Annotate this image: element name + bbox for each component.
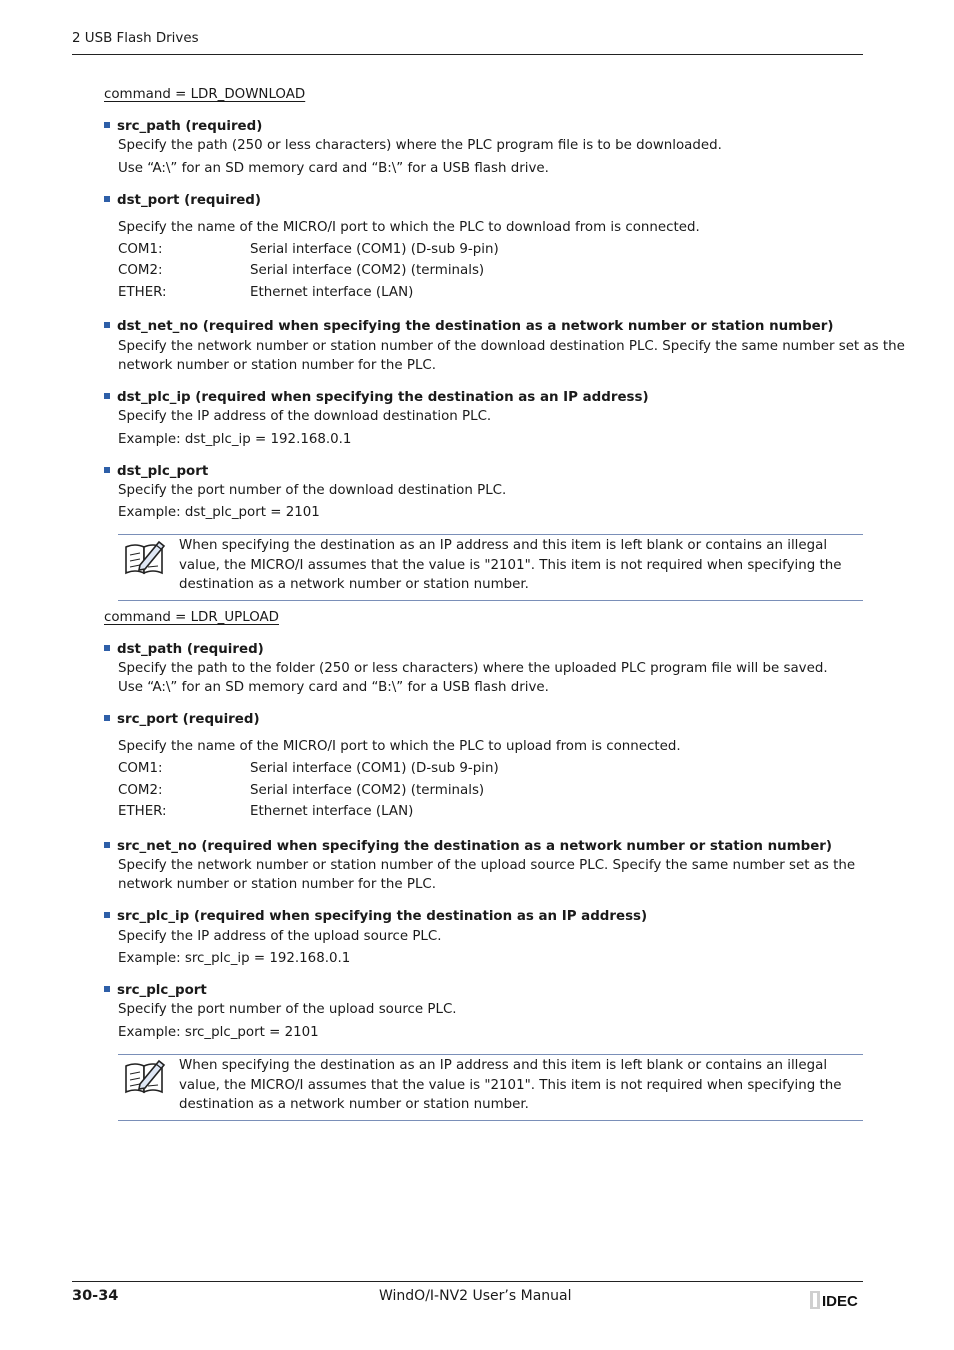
port-option-value: Serial interface (COM1) (D-sub 9-pin) (250, 242, 499, 257)
param-example: Example: dst_plc_port = 2101 (118, 505, 320, 520)
port-option-name: ETHER: (118, 285, 167, 300)
param-heading-dst-port: dst_port (required) (104, 193, 261, 208)
command-upload-heading: command = LDR_UPLOAD (104, 610, 279, 625)
square-bullet-icon (104, 715, 110, 721)
param-text: Specify the IP address of the upload source PLC. (118, 929, 442, 944)
param-heading-src-plc-ip: src_plc_ip (required when specifying the destination as an IP address) (104, 909, 647, 924)
param-heading-dst-net-no: dst_net_no (required when specifying the destination as a network number or station number) (104, 319, 833, 334)
page-number: 30-34 (72, 1288, 119, 1304)
square-bullet-icon (104, 645, 110, 651)
param-text: Specify the IP address of the download destination PLC. (118, 409, 492, 424)
idec-logo (810, 1291, 863, 1309)
header-rule (72, 54, 863, 55)
square-bullet-icon (104, 322, 110, 328)
note-bottom-rule (118, 600, 863, 601)
param-heading-src-path: src_path (required) (104, 119, 262, 134)
square-bullet-icon (104, 467, 110, 473)
square-bullet-icon (104, 912, 110, 918)
running-header: 2 USB Flash Drives (72, 31, 199, 46)
param-heading-dst-plc-port: dst_plc_port (104, 464, 208, 479)
footer-rule (72, 1281, 863, 1282)
note-bottom-rule (118, 1120, 863, 1121)
port-option-value: Serial interface (COM2) (terminals) (250, 783, 485, 798)
square-bullet-icon (104, 393, 110, 399)
port-option-value: Serial interface (COM1) (D-sub 9-pin) (250, 761, 499, 776)
param-text: network number or station number for the PLC. (118, 358, 437, 373)
param-heading-src-net-no: src_net_no (required when specifying the destination as a network number or station number) (104, 839, 832, 854)
param-heading-dst-plc-ip: dst_plc_ip (required when specifying the destination as an IP address) (104, 390, 649, 405)
param-example: Example: src_plc_ip = 192.168.0.1 (118, 951, 351, 966)
pencil-notebook-icon (124, 539, 166, 575)
square-bullet-icon (104, 196, 110, 202)
command-download-heading: command = LDR_DOWNLOAD (104, 87, 306, 102)
param-example: Example: dst_plc_ip = 192.168.0.1 (118, 432, 352, 447)
note-text: When specifying the destination as an IP address and this item is left blank or contains an illegal value, the MICRO/I assumes that the value is "2101". This item is not required when specifying the destination as a network number or station number. (179, 1058, 842, 1112)
port-option-name: COM2: (118, 783, 163, 798)
param-heading-src-port: src_port (required) (104, 712, 260, 727)
param-text: Specify the name of the MICRO/I port to which the PLC to upload from is connected. (118, 739, 681, 754)
port-option-name: ETHER: (118, 804, 167, 819)
port-option-name: COM2: (118, 263, 163, 278)
param-text: Use “A:\” for an SD memory card and “B:\” for a USB flash drive. (118, 161, 549, 176)
square-bullet-icon (104, 986, 110, 992)
param-text: Specify the path (250 or less characters) where the PLC program file is to be downloaded. (118, 138, 722, 153)
port-option-value: Ethernet interface (LAN) (250, 804, 414, 819)
param-text: Specify the path to the folder (250 or less characters) where the uploaded PLC program file will be saved. (118, 661, 828, 676)
manual-title: WindO/I-NV2 User’s Manual (379, 1288, 572, 1304)
param-text: Specify the port number of the upload source PLC. (118, 1002, 457, 1017)
pencil-notebook-icon (124, 1058, 166, 1094)
param-text: Specify the name of the MICRO/I port to which the PLC to download from is connected. (118, 220, 700, 235)
port-option-name: COM1: (118, 242, 163, 257)
square-bullet-icon (104, 122, 110, 128)
port-option-value: Ethernet interface (LAN) (250, 285, 414, 300)
note-text: When specifying the destination as an IP address and this item is left blank or contains an illegal value, the MICRO/I assumes that the value is "2101". This item is not required when specifying the destination as a network number or station number. (179, 538, 842, 592)
param-example: Example: src_plc_port = 2101 (118, 1025, 319, 1040)
param-text: Specify the port number of the download destination PLC. (118, 483, 507, 498)
note-top-rule (118, 1054, 863, 1055)
param-text: Use “A:\” for an SD memory card and “B:\” for a USB flash drive. (118, 680, 549, 695)
param-heading-src-plc-port: src_plc_port (104, 983, 207, 998)
svg-text:IDEC: IDEC (822, 1293, 858, 1309)
port-option-name: COM1: (118, 761, 163, 776)
note-top-rule (118, 534, 863, 535)
param-text: Specify the network number or station number of the download destination PLC. Specify the same number set as the (118, 339, 905, 354)
param-heading-dst-path: dst_path (required) (104, 642, 264, 657)
param-text: Specify the network number or station number of the upload source PLC. Specify the same number set as the (118, 858, 856, 873)
square-bullet-icon (104, 842, 110, 848)
port-option-value: Serial interface (COM2) (terminals) (250, 263, 485, 278)
param-text: network number or station number for the PLC. (118, 877, 437, 892)
